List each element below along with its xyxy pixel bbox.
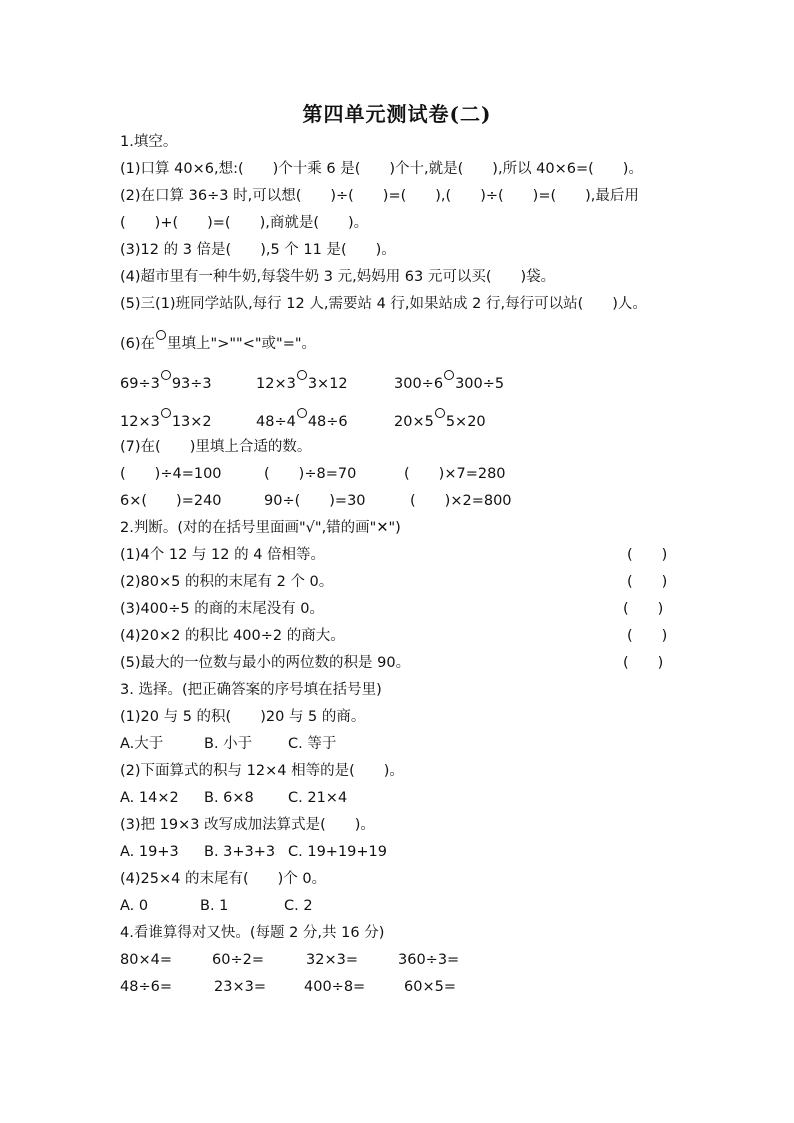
fill-item: 90÷( )=30 [264,493,366,509]
circle-icon [156,330,166,340]
choice-option: B. 小于 [204,736,253,752]
answer-circle-icon[interactable] [297,370,307,380]
fill-item: 6×( )=240 [120,493,222,509]
compare-item: 300÷6 300÷5 [394,370,504,394]
choice-option: A.大于 [120,736,164,752]
choice-option: C. 等于 [288,736,337,752]
choice-option: B. 6×8 [204,790,254,806]
question-1-3: (3)12 的 3 倍是( ),5 个 11 是( )。 [120,242,396,258]
calc-item: 400÷8= [304,979,366,995]
calc-item: 360÷3= [398,952,460,968]
choice-option: A. 19+3 [120,844,179,860]
question-1-6 [120,330,316,354]
answer-circle-icon[interactable] [435,408,445,418]
fill-item: ( )×7=280 [404,466,506,482]
question-1-6-prefix: (6)在 [120,336,156,352]
answer-circle-icon[interactable] [161,408,171,418]
compare-item: 20×5 5×20 [394,408,486,432]
question-1-6-suffix: 里填上">""<"或"="。 [167,336,317,352]
question-1-1: (1)口算 40×6,想:( )个十乘 6 是( )个十,就是( ),所以 40×6=( )。 [120,161,643,177]
answer-bracket[interactable]: ( ) [627,547,668,563]
question-1-2a: (2)在口算 36÷3 时,可以想( )÷( )=( ),( )÷( )=( ),最后用 [120,188,639,204]
choice-option: A. 0 [120,898,149,914]
fill-item: ( )×2=800 [410,493,512,509]
fill-item: ( )÷4=100 [120,466,222,482]
choice-option: C. 2 [284,898,313,914]
compare-item: 12×3 3×12 [256,370,348,394]
calc-item: 60÷2= [212,952,264,968]
answer-bracket[interactable]: ( ) [627,574,668,590]
question-1-2b: ( )+( )=( ),商就是( )。 [120,215,369,231]
fill-item: ( )÷8=70 [264,466,357,482]
judge-item: (4)20×2 的积比 400÷2 的商大。 [120,628,345,644]
choice-option: C. 21×4 [288,790,348,806]
calc-item: 48÷6= [120,979,172,995]
choice-question-4: (4)25×4 的末尾有( )个 0。 [120,871,327,887]
compare-item: 12×3 13×2 [120,408,212,432]
answer-bracket[interactable]: ( ) [627,628,668,644]
question-1-4: (4)超市里有一种牛奶,每袋牛奶 3 元,妈妈用 63 元可以买( )袋。 [120,269,556,285]
answer-bracket[interactable]: ( ) [623,601,664,617]
section-3-heading: 3. 选择。(把正确答案的序号填在括号里) [120,682,382,698]
calc-item: 23×3= [214,979,266,995]
calc-item: 80×4= [120,952,172,968]
choice-option: B. 3+3+3 [204,844,276,860]
compare-item: 69÷3 93÷3 [120,370,212,394]
judge-item: (2)80×5 的积的末尾有 2 个 0。 [120,574,334,590]
choice-option: A. 14×2 [120,790,179,806]
answer-circle-icon[interactable] [444,370,454,380]
judge-item: (1)4个 12 与 12 的 4 倍相等。 [120,547,326,563]
answer-bracket[interactable]: ( ) [623,655,664,671]
choice-question-2: (2)下面算式的积与 12×4 相等的是( )。 [120,763,404,779]
answer-circle-icon[interactable] [297,408,307,418]
compare-item: 48÷4 48÷6 [256,408,348,432]
page-title: 第四单元测试卷(二) [302,102,492,126]
section-1-heading: 1.填空。 [120,134,178,150]
question-1-5: (5)三(1)班同学站队,每行 12 人,需要站 4 行,如果站成 2 行,每行可以站( )人。 [120,296,647,312]
judge-item: (3)400÷5 的商的末尾没有 0。 [120,601,325,617]
choice-option: B. 1 [200,898,229,914]
section-4-heading: 4.看谁算得对又快。(每题 2 分,共 16 分) [120,925,385,941]
choice-question-3: (3)把 19×3 改写成加法算式是( )。 [120,817,375,833]
answer-circle-icon[interactable] [161,370,171,380]
section-2-heading: 2.判断。(对的在括号里面画"√",错的画"✕") [120,520,401,536]
question-1-7: (7)在( )里填上合适的数。 [120,439,312,455]
choice-option: C. 19+19+19 [288,844,387,860]
judge-item: (5)最大的一位数与最小的两位数的积是 90。 [120,655,411,671]
calc-item: 32×3= [306,952,358,968]
choice-question-1: (1)20 与 5 的积( )20 与 5 的商。 [120,709,366,725]
calc-item: 60×5= [404,979,456,995]
